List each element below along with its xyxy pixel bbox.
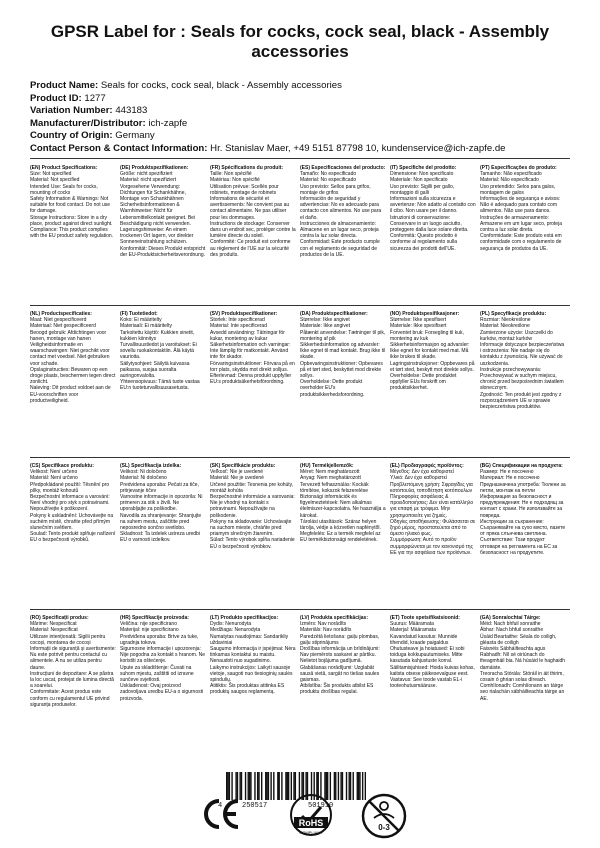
spec-heading: (SL) Specifikacija izdelka: (120, 463, 182, 469)
age-warning-label: 0-3 (378, 823, 390, 832)
spec-heading: (RO) Specificații produs: (30, 615, 89, 621)
spec-cell (30, 165, 120, 258)
spec-cell (210, 463, 300, 556)
spec-text: Størrelse: Ikke angivet Materiale: Ikke angivet Påtænkt anvendelse: Tætninger til pik, montering af pik Sikkerhedsinformation og advarsler: Ikke egnet til mad kontakt. Brug ikke til skade. Opbevaringsinstruktioner: Opbevares på et tørt sted, beskyttet mod direkte sollys. Overholdelse: Dette produkt overholder EU's produktsikkerhedsforordning. (300, 317, 386, 398)
spec-cell (480, 615, 570, 708)
spec-heading: (HU) Termékjellemzők: (300, 463, 354, 469)
spec-text: Maat: Niet gespecificeerd Materiaal: Niet gespecificeerd Beoogd gebruik: Afdichtingen voor hanen, montage van hanen Veiligheidsinformatie en waarschuwingen: Niet geschikt voor contact met voedsel. Niet gebruiken voor schade. Opslaginstructies: Bewaren op een droge plaats, beschermen tegen direct zonlicht. Naleving: Dit product voldoet aan de EU-voorschriften voor productveiligheid. (30, 317, 116, 404)
spec-heading: (FR) Spécifications du produit: (210, 165, 284, 171)
info-label: Contact Person & Contact Information: (30, 142, 208, 154)
spec-row-1 (30, 165, 570, 258)
spec-cell (480, 463, 570, 556)
spec-text: Größe: nicht spezifiziert Material: nicht spezifiziert Vorgesehene Verwendung: Dichtungen für Schankhähne, Montage von Schankhähnen Sicherheitsinformationen & Warnhinweise: Nicht für Lebensmittelkontakt geeignet. Bei Beschädigung nicht verwenden. Lagerungshinweise: An einem trockenen Ort lagern, vor direkter Sonneneinstrahlung schützen. Konformität: Dieses Produkt entspricht der EU-Produktsicherheitsverordnung. (120, 171, 206, 258)
variation-number-row (30, 105, 580, 118)
spec-cell (120, 615, 210, 708)
divider (30, 609, 570, 610)
spec-heading: (LT) Produkto specifikacijos: (210, 615, 279, 621)
barcode-first-digit: 4 (218, 802, 223, 810)
spec-cell (390, 311, 480, 410)
spec-cell (30, 311, 120, 410)
rohs-label: RoHS (298, 818, 324, 828)
contact-row (30, 143, 580, 156)
info-label: Product ID: (30, 92, 82, 104)
spec-text: Dimensione: Non specificato Materiale: Non specificato Uso previsto: Sigilli per gallo, montaggio di galli Informazioni sulla sicurezza e avvertenze: Non adatto al contatto con il cibo. Non usare per il danno. Istruzioni di conservazione: Conservare in un luogo asciutto, proteggere dalla luce solare diretta. Conformità: Questo prodotto è conforme al regolamento sulla sicurezza dei prodotti dell'UE. (390, 171, 476, 252)
spec-text: Suurus: Määramata Materjal: Määramata Kavandatud kasutus: Munnide tihendid, kraade paigaldus Ohutusteave ja hoiatused: Ei sobi toiduga kokkupuutumiseks. Mitte kasutada kahjustuste korral. Säilitamisjuhised: Hoida kuivas kohas, kaitsta otsese päikesevalguse eest. Vastavus: See toode vastab EL-i tooteohutusmääruse. (390, 621, 475, 690)
spec-cell (30, 615, 120, 708)
info-value: 443183 (115, 105, 148, 117)
spec-row-2 (30, 311, 570, 410)
rohs-compliant-icon (288, 792, 334, 838)
product-info (30, 80, 580, 156)
spec-heading: (ES) Especificaciones del producto: (300, 165, 386, 171)
spec-heading: (PL) Specyfikacje produktu: (480, 311, 547, 317)
spec-cell (300, 311, 390, 410)
barcode-right-digits: 501910 (308, 802, 334, 810)
spec-cell (300, 165, 390, 258)
spec-heading: (SK) Špecifikácie produktu: (210, 463, 276, 469)
spec-row-3 (30, 463, 570, 556)
info-value: 1277 (84, 92, 106, 104)
info-value: Seals for cocks, cock seal, black - Assembly accessories (100, 80, 342, 91)
divider (30, 158, 570, 159)
spec-cell (30, 463, 120, 556)
spec-heading: (EL) Προδιαγραφές προϊόντος: (390, 463, 464, 469)
info-label: Variation Number: (30, 105, 113, 117)
spec-heading: (NL) Productspecificaties: (30, 311, 92, 317)
spec-text: Размер: Не е посочено Материал: Не е посочено Предназначена употреба: Тюлени за петли, монтаж на петли Информация за безопасност и предупреждения: Не е подходящ за контакт с храни. Не използвайте за повреда. Инструкции за съхранение: Съхранявайте на сухо място, пазете от пряка слънчева светлина. Съответствие: Този продукт отговаря на регламента на ЕС за безопасност на продуктите. (480, 469, 566, 556)
spec-cell (210, 311, 300, 410)
info-value: Germany (115, 130, 155, 142)
spec-heading: (FI) Tuotetiedot: (120, 311, 158, 317)
spec-text: Izmērs: Nav norādīts Materiāls: Nav norādīts Paredzētā lietošana: gaiļu plombas, gaiļu stiprinājums Drošības informācija un brīdinājumi: Nav piemērots saskarei ar pārtiku. Nelietot bojājuma gadījumā. Glabāšanas norādījumi: Uzglabāt sausā vietā, sargāt no tiešas saules gaismas. Atbilstība: Šis produkts atbilst ES produktu drošības regulai. (300, 621, 380, 696)
manufacturer-row (30, 118, 580, 131)
spec-text: Storlek: Inte specificerad Material: Inte specificerad Avsedd användning: Tätningar för kukar, montering av kukar Säkerhetsinformation och varningar: Inte lämplig för matkontakt. Använd inte för skador. Förvaringsinstruktioner: Förvara på en torr plats, skydda mot direkt solljus. Efterlevnad: Denna produkt uppfyller EU:s produktsäkerhetsförordning. (210, 317, 295, 386)
spec-text: Taille: Non spécifié Matériau: Non spécifié Utilisation prévue: Scellés pour robinets, montage de robinets Informations de sécurité et avertissements: Ne convient pas au contact alimentaire. Ne pas utiliser pour les dommages. Instructions de stockage: Conserver dans un endroit sec, protéger contre la lumière directe du soleil. Conformité: Ce produit est conforme au règlement de l'UE sur la sécurité des produits. (210, 171, 296, 258)
info-value: Hr. Stanislav Maer, +49 5151 87798 10, kundenservice@ich-zapfe.de (210, 142, 506, 154)
spec-heading: (IT) Specifiche del prodotto: (390, 165, 457, 171)
spec-cell (120, 463, 210, 556)
spec-cell (120, 165, 210, 258)
not-for-children-icon (360, 792, 408, 840)
spec-text: Size: Not specified Material: Not specified Intended Use: Seals for cocks, mounting of cocks Safety Information & Warnings: Not suitable for food contact. Do not use for damage. Storage Instructions: Store in a dry place, product against direct sunlight. Compliance: This product complies with the EU product safety regulation. (30, 171, 114, 240)
spec-text: Tamanho: Não especificado Material: Não especificado Uso pretendido: Selos para galos, montagem de galos Informações de segurança e avisos: Não é adequado para contato com alimentos. Não use para danos. Instruções de armazenamento: Armazene em um lugar seco, proteja contra a luz solar direta. Conformidade: Este produto está em conformidade com o regulamento de segurança de produtos da UE. (480, 171, 562, 252)
product-id-row (30, 93, 580, 106)
spec-text: Mărime: Nespecificat Material: Nespecificat Utilizare intenționată: Sigilii pentru cocoși, montarea de cocoși Informații de siguranță și avertismente: Nu este potrivit pentru contactul cu alimentele. A nu se utiliza pentru daune. Instrucțiuni de depozitare: A se păstra la loc uscat, protejat de lumina directă a soarelui. Conformitate: Acest produs este conform cu regulamentul UE privind siguranța produselor. (30, 621, 116, 708)
spec-heading: (BG) Спецификации на продукта: (480, 463, 563, 469)
spec-cell (390, 165, 480, 258)
compliance-logos (30, 792, 570, 842)
spec-cell (480, 165, 570, 258)
spec-cell (210, 615, 300, 708)
spec-cell (390, 463, 480, 556)
divider (30, 457, 570, 458)
spec-cell (210, 165, 300, 258)
divider (30, 305, 570, 306)
spec-heading: (HR) Specifikacije proizvoda: (120, 615, 189, 621)
spec-heading: (DA) Produktspecifikationer: (300, 311, 368, 317)
spec-heading: (SV) Produktspecifikationer: (210, 311, 278, 317)
spec-heading: (LV) Produkta specifikācijas: (300, 615, 368, 621)
info-label: Manufacturer/Distributor: (30, 117, 146, 129)
spec-text: Veľkosť: Nie je uvedené Materiál: Nie je uvedené Určené použitie: Tesnenia pre kohúty, montáž kohúta Bezpečnostné informácie a varovania: Nie je vhodný na kontakt s potravinami. Nepoužívajte na poškodenie. Pokyny na skladovanie: Uchovávajte na suchom mieste, chráňte pred priamym slnečným žiarením. Súlad: Tento výrobok spĺňa nariadenie EÚ o bezpečnosti výrobkov. (210, 469, 295, 550)
spec-row-4 (30, 615, 570, 708)
spec-text: Veličina: nije specificirano Materijal: nije specificirano Predviđena uporaba: Brtve za tuke, ugradnja tokova Sigurnosne informacije i upozorenja: Nije pogodna za kontakt s hranom. Ne koristiti za oštećenje. Upute za skladištenje: Čuvati na suhom mjestu, zaštititi od izravne sunčeve svjetlosti. Usklađenost: Ovaj proizvod zadovoljava uredbu EU-a o sigurnosti proizvoda. (120, 621, 206, 702)
spec-cell (480, 311, 570, 410)
spec-cell (300, 615, 390, 708)
spec-text: Méid: Nach bhfuil sonraithe Ábhar: Nach bhfuil sonraithe Úsáid Beartaithe: Séala do coiligh, gléasta de coiligh Faisnéis Sábháilteachta agus Rabhadh: Níl sé oiriúnach do theagmháil bia. Ná húsáid le haghaidh damáiste. Treoracha Stórála: Stóráil in áit thirim, cosain ó ghrian solas díreach. Comhlíonadh: Comhlíonann an táirge seo rialachán sábháilteachta táirge an AE. (480, 621, 566, 702)
spec-text: Koko: Ei määritelty Materiaali: Ei määritelty Tarkoitettu käyttö: Kukkien sinetit, kukkien kiinnitys Turvallisuustiedot ja varoitukset: Ei sovellu ruokakontaktiin. Älä käytä vaurioita. Säilytysohjeet: Säilytä kuivassa paikassa, suojaa suoralta auringonvalolta. Yhteensopivuus: Tämä tuote vastaa EU:n tuoteturvallisuusasetusta. (120, 317, 200, 392)
spec-heading: (CS) Specifikace produktu: (30, 463, 94, 469)
spec-text: Velikost: Ni določeno Material: Ni določeno Predvidena uporaba: Pečati za tiče, pritrjevanje tičev Varnostne informacije in opozorila: Ni primeren za stik s živili. Ne uporabljajte za poškodbe. Navodila za shranjevanje: Shranjujte na suhem mestu, zaščitite pred neposredno sončno svetlobo. Skladnost: Ta izdelek ustreza uredbi EU o varnosti izdelkov. (120, 469, 203, 544)
info-label: Product Name: (30, 80, 99, 91)
country-row (30, 130, 580, 143)
spec-text: Dydis: Nenurodyta Medžiaga: Nenurodyta Numatytas naudojimas: Sandarikliy uždaviniai Saugumo informacija ir įspėjimai: Nėra tinkamas kontaktui su maistu. Nenaudoti nuo sugadinimo. Laikymo instrukcijos: Laikyti sausoje vietoje, saugoti nuo tiesioginių saulės spindulių. Atitiktis: Šis produktas atitinka ES produktų saugos reglamentą. (210, 621, 296, 696)
spec-cell (300, 463, 390, 556)
spec-text: Rozmiar: Nieokreślone Materiał: Nieokreślone Zamierzone użycie: Uszczelki do kurków, montaż kurków Informacje dotyczące bezpieczeństwa i ostrzeżenia: Nie nadaje się do kontaktu z żywnością. Nie używać do uszkodzenia. Instrukcje przechowywania: Przechowywać w suchym miejscu, chronić przed bezpośrednim światłem słonecznym. Zgodność: Ten produkt jest zgodny z rozporządzeniem UE w sprawie bezpieczeństwa produktów. (480, 317, 565, 411)
info-value: ich-zapfe (148, 117, 188, 129)
spec-heading: (PT) Especificações do produto: (480, 165, 557, 171)
spec-heading: (ET) Toote spetsifikatsioonid: (390, 615, 460, 621)
spec-cell (120, 311, 210, 410)
spec-text: Størrelse: Ikke spesifisert Materiale: Ikke spesifisert Forventet bruk: Forsegling til kuk, montering av kuk Sikkerhetsinformasjon og advarsler: Ikke egnet for kontakt med mat. Må ikke brukes til skade. Lagringsinstruksjoner: Oppbevares på et tørt sted, beskytt mot direkte sollys. Overholdelse: Dette produktet oppfyller EUs forskrift om produktsikkerhet. (390, 317, 475, 392)
barcode-left-digits: 250517 (242, 802, 268, 810)
info-label: Country of Origin: (30, 130, 113, 142)
spec-heading: (NO) Produktspesifikasjoner: (390, 311, 460, 317)
page-title: GPSR Label for : Seals for cocks, cock seal, black - Assembly accessories (50, 22, 550, 61)
spec-heading: (DE) Produktspezifikationen: (120, 165, 189, 171)
spec-heading: (GA) Sonraíochtaí Táirge: (480, 615, 541, 621)
spec-text: Μέγεθος: Δεν έχει καθοριστεί Υλικό: Δεν έχει καθοριστεί Προβλεπόμενη χρήση: Σφραγίδες για κοτόπουλα, τοποθέτηση κοτόπουλων Πληροφορίες ασφάλειας & προειδοποιήσεις: Δεν είναι κατάλληλο για επαφή με τρόφιμα. Μην χρησιμοποιείτε για ζημιές. Οδηγίες αποθήκευσης: Φυλάσσεται σε ξηρό μέρος, προστατεύεται από το άμεσο ηλιακό φως. Συμμόρφωση: Αυτό το προϊόν συμμορφώνεται με τον κανονισμό της ΕΕ για την ασφάλεια των προϊόντων. (390, 469, 476, 556)
product-name-row (30, 80, 580, 93)
spec-heading: (EN) Product Specifications: (30, 165, 98, 171)
spec-text: Tamaño: No especificado Material: No especificado Uso previsto: Sellos para grifos, montaje de grifos Información de seguridad y advertencias: No es adecuado para contacto con alimentos. No use para el daño. Instrucciones de almacenamiento: Almacene en un lugar seco, proteja contra la luz solar directa. Conformidad: Este producto cumple con el reglamento de seguridad de productos de la UE. (300, 171, 382, 258)
spec-text: Velikost: Není určeno Materiál: Není určeno Předpokládané použití: Těsnění pro pílky, montáž kohoutů Bezpečnostní informace a varování: Není vhodný pro styk s potravinami. Nepoužívejte k poškození. Pokyny k uskladnění: Uchovávejte na suchém místě, chraňte před přímým slunečním světlem. Soulad: Tento produkt splňuje nařízení EU o bezpečnosti výrobků. (30, 469, 116, 544)
rohs-sublabel: COMPLIANT (299, 830, 323, 835)
ce-mark-icon (200, 792, 244, 836)
spec-text: Méret: Nem meghatározott Anyag: Nem meghatározott Tervezett felhasználás: Kockák tömítése, kokszok felszerelése Biztonsági információk és figyelmeztetések: Nem alkalmas élelmiszer-kapcsolatra. Ne használja a károkat. Tárolási utasítások: Száraz helyen tárolja, védje a közvetlen napfénytől. Megfelelés: Ez a termék megfelel az EU termékbiztonsági rendeletének. (300, 469, 386, 544)
spec-cell (390, 615, 480, 708)
